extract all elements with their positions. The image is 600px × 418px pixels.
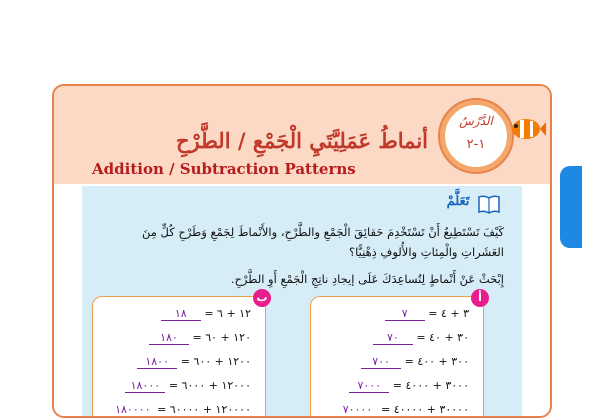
- equation-row: ١٢٠٠٠ + ٦٠٠٠ = ١٨٠٠٠: [121, 379, 251, 393]
- lesson-word: الدَّرْسُ: [459, 114, 493, 128]
- equation-answer: ١٨٠٠: [137, 355, 177, 369]
- equation-answer: ١٨٠٠٠: [125, 379, 165, 393]
- equation-answer: ٧٠٠: [361, 355, 401, 369]
- example-card-a: [310, 291, 484, 418]
- example-label-b: ب: [253, 289, 271, 307]
- equation-answer: ٧: [385, 307, 425, 321]
- equation-answer: ١٨٠٠٠٠: [112, 403, 153, 417]
- learn-header: [434, 190, 500, 220]
- example-label-a: أ: [471, 289, 489, 307]
- equation-row: ١٢ + ٦ = ١٨: [157, 307, 251, 321]
- equation-row: ٣٠٠٠٠ + ٤٠٠٠٠ = ٧٠٠٠٠: [333, 403, 469, 417]
- example-card-b: [92, 291, 268, 418]
- side-tab[interactable]: [560, 166, 582, 248]
- learn-instruction: إِبْحَثْ عَنْ أَنْماطٍ لِتُساعِدَكَ عَلَى إيجادِ ناتِجِ الْجَمْعِ أَوِ الطَّرْحِ.: [230, 272, 504, 286]
- learn-label: تَعَلَّمْ: [446, 194, 470, 209]
- equation-row: ١٢٠ + ٦٠ = ١٨٠: [145, 331, 251, 345]
- open-book-icon: [478, 194, 500, 214]
- clownfish-icon: [506, 112, 546, 146]
- lesson-header: [54, 86, 550, 184]
- equation-answer: ٧٠٠٠: [349, 379, 389, 393]
- equation-row: ٣٠٠٠ + ٤٠٠٠ = ٧٠٠٠: [345, 379, 469, 393]
- learn-section: [82, 186, 522, 418]
- equation-row: ٣ + ٤ = ٧: [381, 307, 469, 321]
- equation-row: ١٢٠٠٠٠ + ٦٠٠٠٠ = ١٨٠٠٠٠: [108, 403, 251, 417]
- learn-question: كَيْفَ تَسْتَطِيعُ أَنْ تَسْتَخْدِمَ حَقائِقَ الْجَمْعِ والطَّرْحِ، والأَنْماطَ لِجَمْعِ وَطَرْحِ كُلٍّ مِنَ العَشَراتِ والْمِئاتِ والأُلوفِ ذِهْنِيًّا؟: [141, 225, 504, 259]
- lesson-title-arabic: أنماطُ عَمَلِيَّتَيِ الْجَمْعِ / الطَّرْحِ: [175, 128, 428, 153]
- lesson-page: [52, 84, 552, 418]
- equation-answer: ١٨: [161, 307, 201, 321]
- equation-answer: ٧٠: [373, 331, 413, 345]
- lesson-title-english: Addition / Subtraction Patterns: [92, 160, 356, 178]
- equation-row: ٣٠ + ٤٠ = ٧٠: [369, 331, 469, 345]
- lesson-number: ١-٢: [466, 137, 486, 152]
- equation-answer: ٧٠٠٠٠: [337, 403, 377, 417]
- equation-answer: ١٨٠: [149, 331, 189, 345]
- equation-row: ١٢٠٠ + ٦٠٠ = ١٨٠٠: [133, 355, 251, 369]
- lesson-number-badge: [440, 100, 512, 172]
- equation-row: ٣٠٠ + ٤٠٠ = ٧٠٠: [357, 355, 469, 369]
